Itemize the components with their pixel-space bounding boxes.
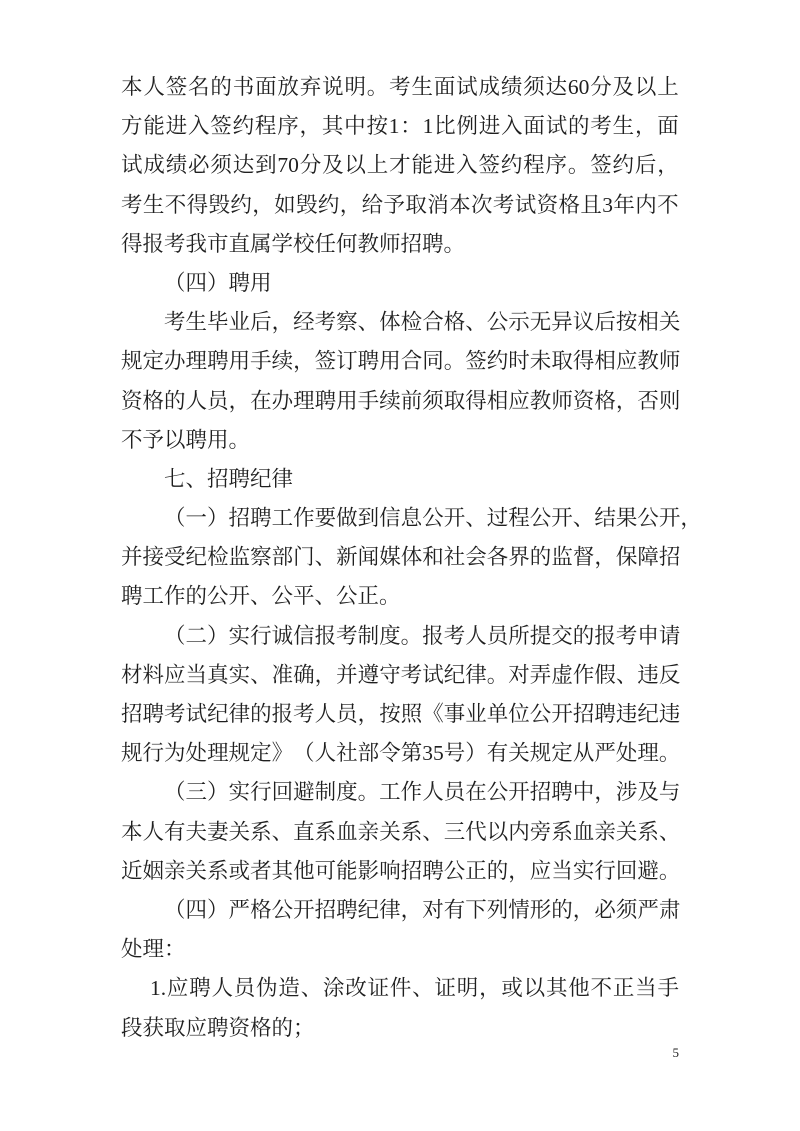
text-line: 本 人 签 名 的 书 面 放 弃 说 明 。 考 生 面 试 成 绩 须 达 60 分 及 以 上 xyxy=(121,75,679,99)
text-line: 资 格 的 人 员 ， 在 办 理 聘 用 手 续 前 须 取 得 相 应 教 师 资 格 ， 否 则 xyxy=(121,388,681,413)
text-line: 材 料 应 当 真 实 、 准 确 ， 并 遵 守 考 试 纪 律 。 对 弄 虚 作 假 、 违 反 xyxy=(121,662,681,687)
paragraph-continuation xyxy=(121,68,679,264)
page-number: 5 xyxy=(672,1045,679,1060)
text-line: 考 生 毕 业 后 ， 经 考 察 、 体 检 合 格 、 公 示 无 异 议 后 按 相 关 xyxy=(164,310,681,335)
paragraph-heading xyxy=(121,264,679,303)
text-line: 处理： xyxy=(121,937,186,962)
document-body xyxy=(121,68,702,1048)
paragraph-body xyxy=(121,773,679,891)
text-line: 招 聘 考 试 纪 律 的 报 考 人 员 ， 按 照 《 事 业 单 位 公 开 招 聘 违 纪 违 xyxy=(121,702,681,726)
paragraph-body xyxy=(121,891,679,969)
text-line: 聘工作的公开、公平、公正。 xyxy=(121,584,401,609)
text-line: （ 四 ） 严 格 公 开 招 聘 纪 律 ， 对 有 下 列 情 形 的 ， 必 须 严 肃 xyxy=(164,897,681,922)
text-line: 并 接 受 纪 检 监 察 部 门 、 新 闻 媒 体 和 社 会 各 界 的 监 督 ， 保 障 招 xyxy=(121,545,681,570)
text-line: （四）聘用 xyxy=(164,270,272,295)
text-line: 考 生 不 得 毁 约 ， 如 毁 约 ， 给 予 取 消 本 次 考 试 资 格 且 3 年 内 不 xyxy=(121,192,679,217)
paragraph-numbered xyxy=(121,969,679,1047)
text-line: 得报考我市直属学校任何教师招聘。 xyxy=(121,231,466,256)
text-line: 1. 应 聘 人 员 伪 造 、 涂 改 证 件 、 证 明 ， 或 以 其 他 不 正 当 手 xyxy=(150,976,679,1001)
text-line: 方 能 进 入 签 约 程 序 ， 其 中 按 1 ： 1 比 例 进 入 面 试 的 考 生 ， 面 xyxy=(121,114,679,139)
paragraph-body xyxy=(121,617,679,774)
paragraph-body xyxy=(121,303,679,460)
text-line: （ 二 ） 实 行 诚 信 报 考 制 度 。 报 考 人 员 所 提 交 的 报 考 申 请 xyxy=(164,623,681,648)
text-line: 试 成 绩 必 须 达 到 70 分 及 以 上 才 能 进 入 签 约 程 序 。 签 约 后 ， xyxy=(121,153,679,178)
text-line: 规 行 为 处 理 规 定 》 （ 人 社 部 令 第 35 号 ） 有 关 规 定 从 严 处 理 。 xyxy=(121,741,681,766)
text-line: 规 定 办 理 聘 用 手 续 ， 签 订 聘 用 合 同 。 签 约 时 未 取 得 相 应 教 师 xyxy=(121,349,681,374)
paragraph-body xyxy=(121,499,702,617)
text-line: 不予以聘用。 xyxy=(121,427,251,452)
text-line: 近 姻 亲 关 系 或 者 其 他 可 能 影 响 招 聘 公 正 的 ， 应 当 实 行 回 避 。 xyxy=(121,858,681,883)
text-line: 本 人 有 夫 妻 关 系 、 直 系 血 亲 关 系 、 三 代 以 内 旁 系 血 亲 关 系 、 xyxy=(121,819,681,844)
text-line: （ 三 ） 实 行 回 避 制 度 。 工 作 人 员 在 公 开 招 聘 中 ， 涉 及 与 xyxy=(164,780,681,805)
text-line: 段获取应聘资格的； xyxy=(121,1015,315,1040)
text-line: （ 一 ） 招 聘 工 作 要 做 到 信 息 公 开 、 过 程 公 开 、 结 果 公 开 ， xyxy=(164,506,702,531)
page-footer xyxy=(121,1045,679,1061)
paragraph-heading xyxy=(121,460,679,499)
text-line: 七、招聘纪律 xyxy=(164,466,294,491)
